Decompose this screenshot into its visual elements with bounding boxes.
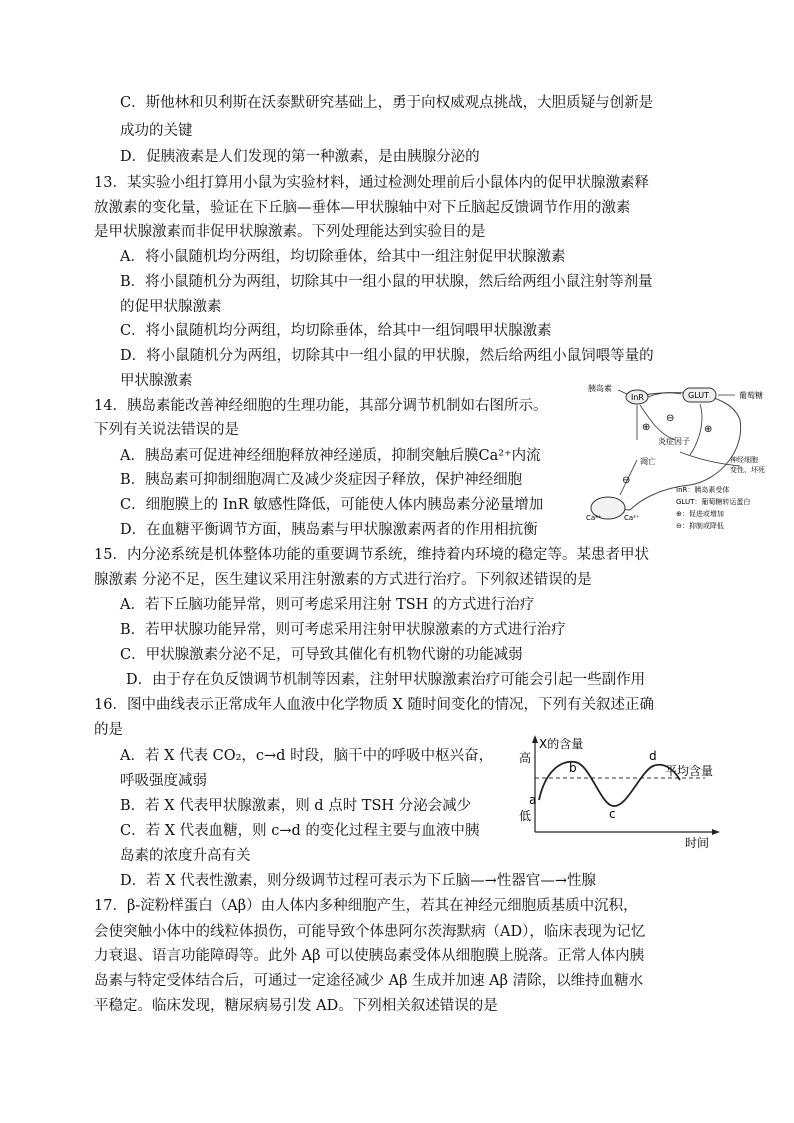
chart-low-label: 低 <box>519 809 532 823</box>
q14-option-a: A．胰岛素可促进神经细胞释放神经递质，抑制突触后膜Ca²⁺内流 <box>120 448 541 464</box>
figure-ca-label-2: Ca²⁺ <box>624 514 640 522</box>
q14-option-c: C．细胞膜上的 InR 敏感性降低，可能使人体内胰岛素分泌量增加 <box>120 497 544 513</box>
q15-stem-line1: 15．内分泌系统是机体整体功能的重要调节系统，维持着内环境的稳定等。某患者甲状 <box>94 547 649 563</box>
q16-option-b: B．若 X 代表甲状腺激素，则 d 点时 TSH 分泌会减少 <box>120 798 472 814</box>
figure-ca-label-1: Ca²⁺ <box>586 514 602 522</box>
q12-option-c-line2: 成功的关键 <box>120 123 193 139</box>
q14-stem-line1: 14．胰岛素能改善神经细胞的生理功能，其部分调节机制如右图所示。 <box>94 398 548 414</box>
figure-glucose-label: 葡萄糖 <box>739 391 763 400</box>
figure-legend-plus: ⊕：促进或增加 <box>676 510 724 518</box>
q13-option-c: C．将小鼠随机均分两组，均切除垂体，给其中一组饲喂甲状腺激素 <box>120 323 552 339</box>
chart-point-c: c <box>609 807 616 821</box>
figure-insulin-label: 胰岛素 <box>588 384 612 393</box>
q13-stem-line3: 是甲状腺激素而非促甲状腺激素。下列处理能达到实验目的是 <box>94 224 486 240</box>
q17-stem-line3: 力衰退、语言功能障碍等。此外 Aβ 可以使胰岛素受体从细胞膜上脱落。正常人体内胰 <box>94 948 645 964</box>
figure-minus-sign-2: ⊖ <box>622 475 631 486</box>
q12-option-d: D．促胰液素是人们发现的第一种激素，是由胰腺分泌的 <box>120 149 480 165</box>
figure-legend-glut: GLUT：葡萄糖转运蛋白 <box>676 498 751 506</box>
q13-option-d-line1: D．将小鼠随机分为两组，切除其中一组小鼠的甲状腺，然后给两组小鼠饲喂等量的 <box>120 348 654 364</box>
q13-option-b-line1: B．将小鼠随机分为两组，切除其中一组小鼠的甲状腺，然后给两组小鼠注射等剂量 <box>120 274 653 290</box>
q16-option-c-line2: 岛素的浓度升高有关 <box>120 848 251 864</box>
figure-apoptosis-label: 凋亡 <box>640 457 656 466</box>
q15-option-a: A．若下丘脑功能异常，则可考虑采用注射 TSH 的方式进行治疗 <box>120 597 535 613</box>
figure-minus-sign-1: ⊖ <box>666 413 675 424</box>
chart-ylabel: X的含量 <box>539 737 584 751</box>
figure-neuron-label-1: 神经细胞 <box>730 456 758 464</box>
figure-legend-minus: ⊖：抑制或降低 <box>676 522 724 530</box>
x-content-chart <box>515 732 725 852</box>
q16-stem-line2: 的是 <box>94 722 123 738</box>
q15-option-d: D．由于存在负反馈调节机制等因素，注射甲状腺激素治疗可能会引起一些副作用 <box>126 672 646 688</box>
q14-option-b: B．胰岛素可抑制细胞凋亡及减少炎症因子释放，保护神经细胞 <box>120 472 523 488</box>
figure-plus-sign-2: ⊕ <box>704 424 713 435</box>
q17-stem-line2: 会使突触小体中的线粒体损伤，可能导致个体患阿尔茨海默病（AD），临床表现为记忆 <box>94 924 646 940</box>
q16-option-a-line1: A．若 X 代表 CO₂，c→d 时段，脑干中的呼吸中枢兴奋， <box>120 748 494 764</box>
q13-option-d-line2: 甲状腺激素 <box>120 373 193 389</box>
chart-point-b: b <box>569 761 577 775</box>
q15-stem-line2: 腺激素 分泌不足，医生建议采用注射激素的方式进行治疗。下列叙述错误的是 <box>94 572 592 588</box>
figure-neuron-label-2: 变性、坏死 <box>730 466 765 474</box>
q17-stem-line1: 17．β-淀粉样蛋白（Aβ）由人体内多种细胞产生，若其在神经元细胞质基质中沉积， <box>94 898 638 914</box>
chart-high-label: 高 <box>519 751 532 765</box>
q17-stem-line4: 岛素与特定受体结合后，可通过一定途径减少 Aβ 生成并加速 Aβ 清除，以维持血糖水 <box>94 973 644 989</box>
q13-stem-line1: 13．某实验小组打算用小鼠为实验材料，通过检测处理前后小鼠体内的促甲状腺激素释 <box>94 175 649 191</box>
q13-option-b-line2: 的促甲状腺激素 <box>120 299 222 315</box>
figure-glut-label: GLUT <box>688 391 709 400</box>
q15-option-b: B．若甲状腺功能异常，则可考虑采用注射甲状腺激素的方式进行治疗 <box>120 622 566 638</box>
q12-option-c-line1: C．斯他林和贝利斯在沃泰默研究基础上，勇于向权威观点挑战，大胆质疑与创新是 <box>120 95 654 111</box>
q16-option-c-line1: C．若 X 代表血糖，则 c→d 的变化过程主要与血液中胰 <box>120 823 480 839</box>
figure-plus-sign-1: ⊕ <box>642 422 651 433</box>
q14-option-d: D．在血糖平衡调节方面，胰岛素与甲状腺激素两者的作用相抗衡 <box>120 522 538 538</box>
figure-inr-label: InR <box>631 393 644 402</box>
q15-option-c: C．甲状腺激素分泌不足，可导致其催化有机物代谢的功能减弱 <box>120 647 523 663</box>
chart-average-label: 平均含量 <box>665 764 714 778</box>
chart-xlabel: 时间 <box>685 836 710 850</box>
q17-stem-line5: 平稳定。临床发现，糖尿病易引发 AD。下列相关叙述错误的是 <box>94 998 498 1014</box>
q14-stem-line2: 下列有关说法错误的是 <box>94 422 239 438</box>
figure-inflammatory-label: 炎症因子 <box>658 437 690 446</box>
chart-point-a: a <box>529 793 537 807</box>
q16-stem-line1: 16．图中曲线表示正常成年人血液中化学物质 X 随时间变化的情况，下列有关叙述正确 <box>94 697 654 713</box>
figure-legend-inr: InR：胰岛素受体 <box>676 486 730 494</box>
q16-option-a-line2: 呼吸强度减弱 <box>120 773 207 789</box>
insulin-mechanism-figure <box>580 380 780 545</box>
chart-point-d: d <box>649 749 657 763</box>
q13-option-a: A．将小鼠随机均分两组，均切除垂体，给其中一组注射促甲状腺激素 <box>120 249 566 265</box>
q16-option-d: D．若 X 代表性激素，则分级调节过程可表示为下丘脑—→性器官—→性腺 <box>120 873 596 889</box>
q13-stem-line2: 放激素的变化量，验证在下丘脑—垂体—甲状腺轴中对下丘脑起反馈调节作用的激素 <box>94 200 631 216</box>
